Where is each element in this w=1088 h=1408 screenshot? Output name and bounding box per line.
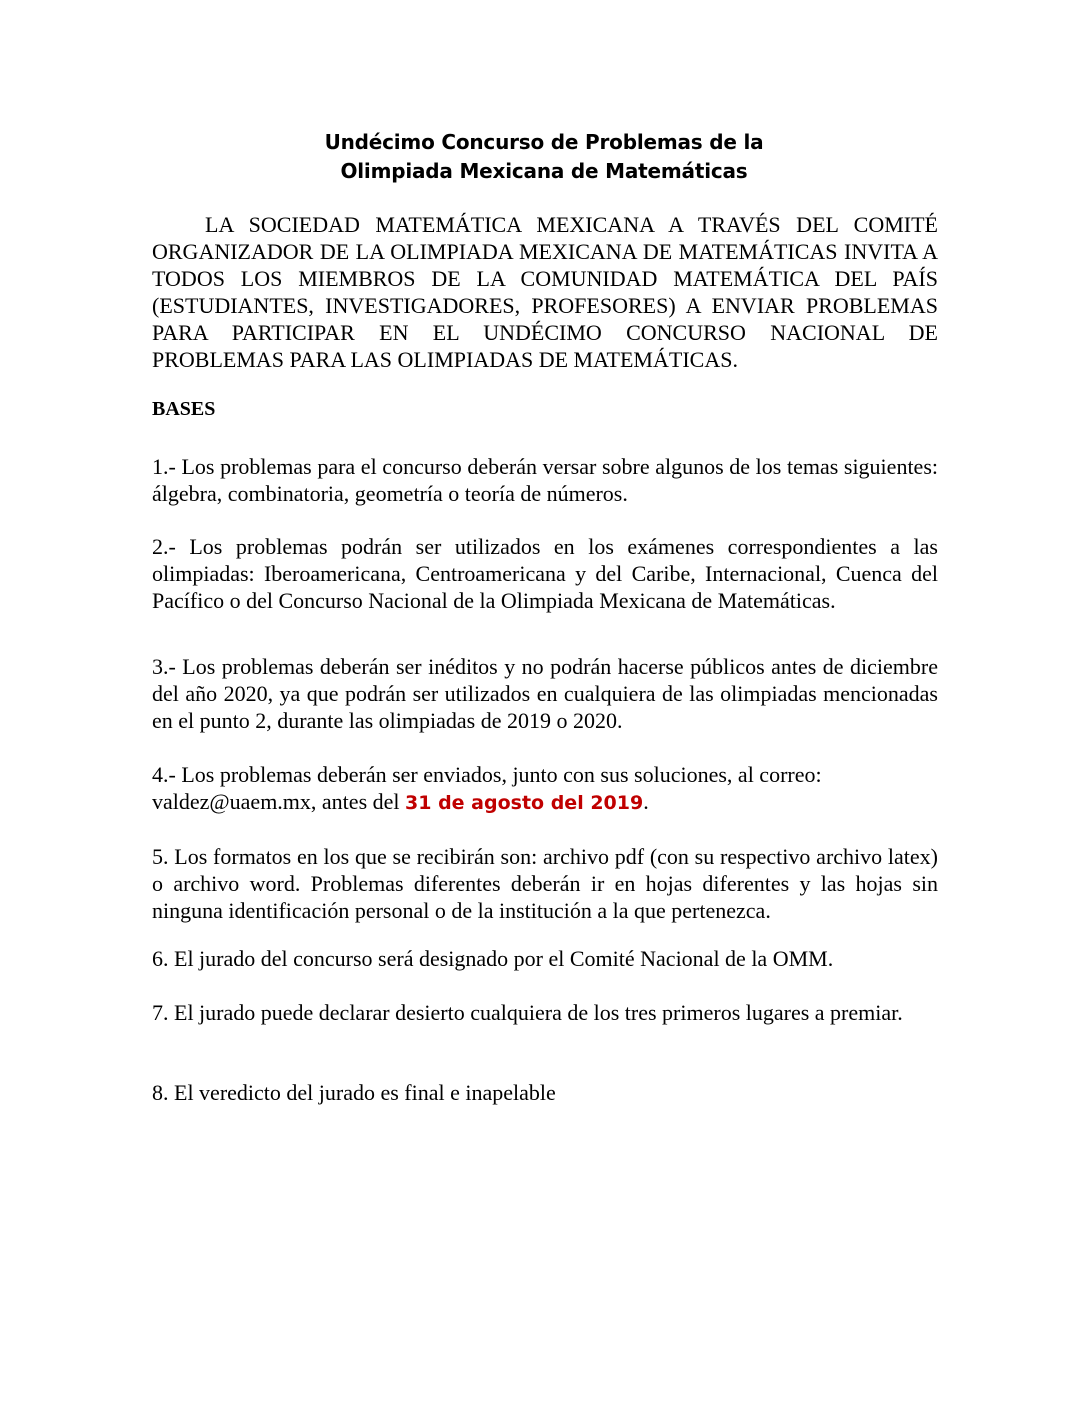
base-item-4 <box>152 761 938 817</box>
base-item-2: 2.- Los problemas podrán ser utilizados en los exámenes correspondientes a las olimpiadas: Iberoamericana, Centroamericana y del Caribe, Internacional, Cuenca del Pacífico o del Concurso Nacional de la Olimpiada Mexicana de Matemáticas. <box>152 534 938 613</box>
base-item-7: 7. El jurado puede declarar desierto cualquiera de los tres primeros lugares a premiar. <box>152 1000 903 1025</box>
base-item-1: 1.- Los problemas para el concurso deberán versar sobre algunos de los temas siguientes: álgebra, combinatoria, geometría o teoría de números. <box>152 454 938 506</box>
deadline-date: 31 de agosto del 2019 <box>405 792 644 814</box>
document-title-line-1: Undécimo Concurso de Problemas de la <box>324 130 764 154</box>
base-item-4-text: 4.- Los problemas deberán ser enviados, junto con sus soluciones, al correo: <box>152 762 822 787</box>
base-item-4-end: . <box>643 789 649 814</box>
base-item-8: 8. El veredicto del jurado es final e inapelable <box>152 1080 556 1105</box>
bases-heading: BASES <box>152 398 216 420</box>
base-item-3: 3.- Los problemas deberán ser inéditos y no podrán hacerse públicos antes de diciembre del año 2020, ya que podrán ser utilizados en cualquiera de las olimpiadas mencionadas en el punto 2, durante las olimpiadas de 2019 o 2020. <box>152 654 938 733</box>
document-title-line-2: Olimpiada Mexicana de Matemáticas <box>340 159 748 183</box>
base-item-4-before-date: , antes del <box>310 789 406 814</box>
base-item-6: 6. El jurado del concurso será designado por el Comité Nacional de la OMM. <box>152 946 834 971</box>
intro-paragraph: LA SOCIEDAD MATEMÁTICA MEXICANA A TRAVÉS DEL COMITÉ ORGANIZADOR DE LA OLIMPIADA MEXICANA DE MATEMÁTICAS INVITA A TODOS LOS MIEMBROS DE LA COMUNIDAD MATEMÁTICA DEL PAÍS (ESTUDIANTES, INVESTIGADORES, PROFESORES) A ENVIAR PROBLEMAS PARA PARTICIPAR EN EL UNDÉCIMO CONCURSO NACIONAL DE PROBLEMAS PARA LAS OLIMPIADAS DE MATEMÁTICAS. <box>152 212 938 372</box>
submission-email: valdez@uaem.mx <box>152 789 311 814</box>
base-item-5: 5. Los formatos en los que se recibirán son: archivo pdf (con su respectivo archivo latex) o archivo word. Problemas diferentes deberán ir en hojas diferentes y las hojas sin ninguna identificación personal o de la institución a la que pertenezca. <box>152 844 938 923</box>
